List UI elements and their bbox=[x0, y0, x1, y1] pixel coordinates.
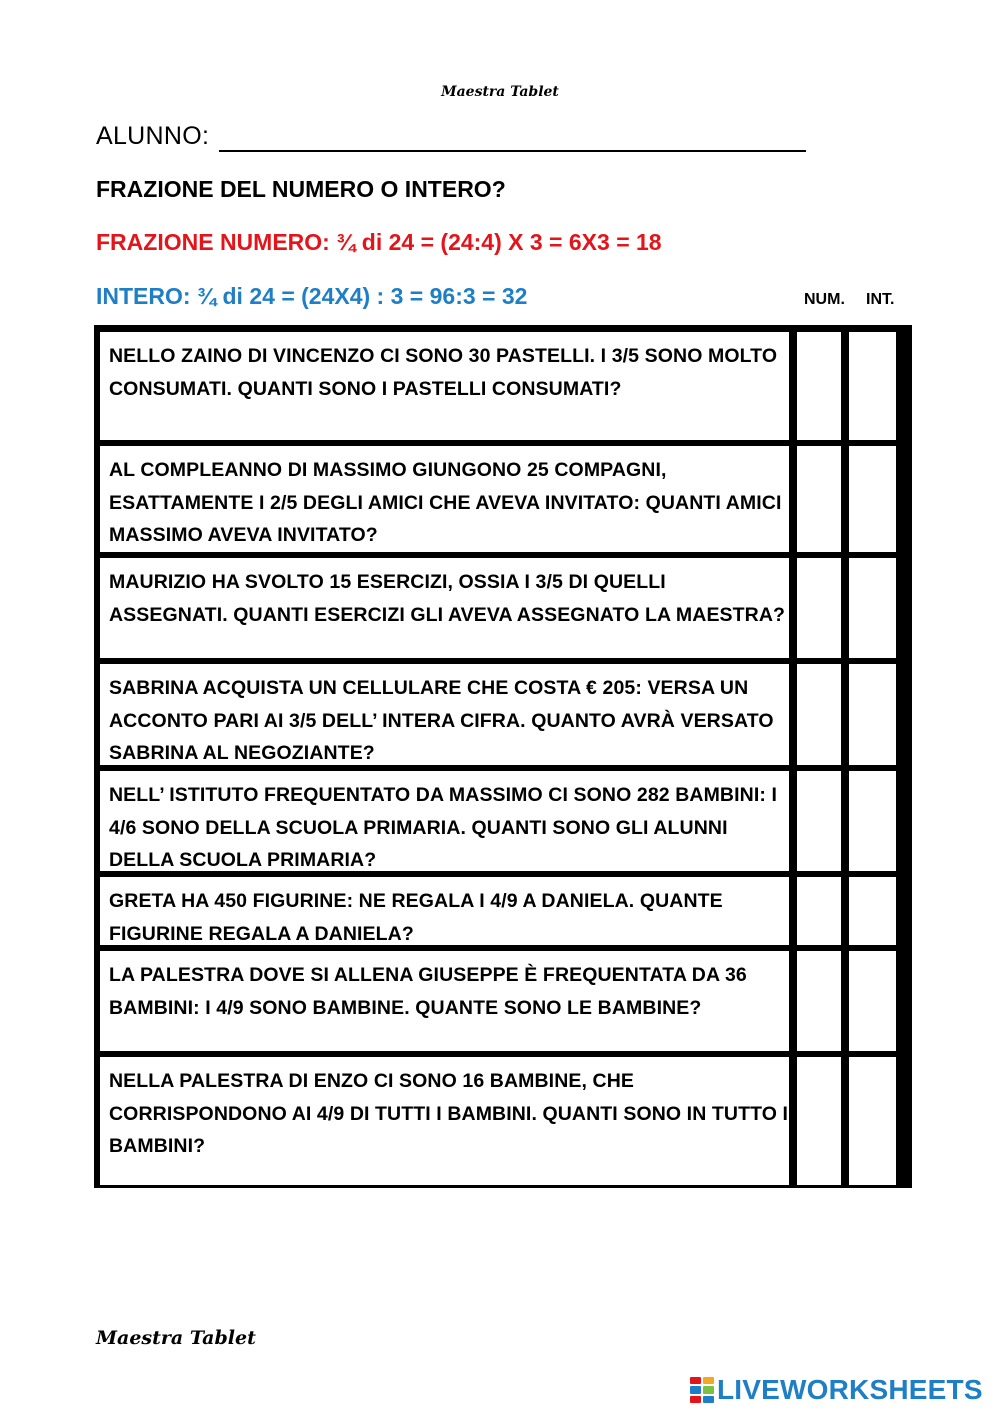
table-row bbox=[97, 1051, 909, 1185]
student-label: ALUNNO: bbox=[96, 122, 210, 150]
rule-whole: INTERO: ¾ di 24 = (24X4) : 3 = 96:3 = 32 bbox=[96, 283, 528, 309]
header-brand: Maestra Tablet bbox=[441, 84, 559, 100]
logo-square bbox=[690, 1377, 701, 1384]
table-row bbox=[97, 658, 909, 765]
answer-box-int[interactable] bbox=[849, 1057, 896, 1185]
answer-box-num[interactable] bbox=[797, 558, 841, 658]
answer-box-int[interactable] bbox=[849, 332, 896, 440]
table-row bbox=[97, 552, 909, 658]
table-row bbox=[97, 328, 909, 440]
table-row bbox=[97, 765, 909, 871]
question-text: MAURIZIO HA SVOLTO 15 ESERCIZI, OSSIA I 3/5 DI QUELLI ASSEGNATI. QUANTI ESERCIZI GLI AVEVA ASSEGNATO LA MAESTRA? bbox=[100, 558, 789, 658]
liveworksheets-icon bbox=[690, 1377, 714, 1403]
liveworksheets-text: LIVEWORKSHEETS bbox=[717, 1374, 983, 1405]
answer-box-num[interactable] bbox=[797, 877, 841, 945]
logo-square bbox=[690, 1396, 701, 1403]
rule-fraction-number: FRAZIONE NUMERO: ¾ di 24 = (24:4) X 3 = 6X3 = 18 bbox=[96, 229, 662, 255]
logo-square bbox=[703, 1386, 714, 1393]
question-text: NELL’ ISTITUTO FREQUENTATO DA MASSIMO CI SONO 282 BAMBINI: I 4/6 SONO DELLA SCUOLA PRIMARIA. QUANTI SONO GLI ALUNNI DELLA SCUOLA PRIMARIA? bbox=[100, 771, 789, 871]
question-text: LA PALESTRA DOVE SI ALLENA GIUSEPPE È FREQUENTATA DA 36 BAMBINI: I 4/9 SONO BAMBINE. QUANTE SONO LE BAMBINE? bbox=[100, 951, 789, 1051]
question-text: NELLA PALESTRA DI ENZO CI SONO 16 BAMBINE, CHE CORRISPONDONO AI 4/9 DI TUTTI I BAMBINI. QUANTI SONO IN TUTTO I BAMBINI? bbox=[100, 1057, 789, 1185]
answer-box-num[interactable] bbox=[797, 332, 841, 440]
answer-box-int[interactable] bbox=[849, 877, 896, 945]
answer-box-num[interactable] bbox=[797, 1057, 841, 1185]
footer-brand: Maestra Tablet bbox=[96, 1327, 256, 1349]
table-row bbox=[97, 871, 909, 945]
answer-box-int[interactable] bbox=[849, 951, 896, 1051]
answer-box-int[interactable] bbox=[849, 446, 896, 552]
answer-box-num[interactable] bbox=[797, 664, 841, 765]
liveworksheets-logo[interactable] bbox=[690, 1374, 983, 1406]
logo-square bbox=[690, 1386, 701, 1393]
column-header-int: INT. bbox=[866, 291, 895, 308]
answer-box-int[interactable] bbox=[849, 771, 896, 871]
answer-box-num[interactable] bbox=[797, 771, 841, 871]
answer-box-int[interactable] bbox=[849, 558, 896, 658]
question-text: AL COMPLEANNO DI MASSIMO GIUNGONO 25 COMPAGNI, ESATTAMENTE I 2/5 DEGLI AMICI CHE AVEVA INVITATO: QUANTI AMICI MASSIMO AVEVA INVITATO? bbox=[100, 446, 789, 552]
answer-box-num[interactable] bbox=[797, 446, 841, 552]
student-name-line[interactable] bbox=[219, 150, 806, 152]
answer-box-int[interactable] bbox=[849, 664, 896, 765]
page-title: FRAZIONE DEL NUMERO O INTERO? bbox=[96, 176, 506, 202]
logo-square bbox=[703, 1377, 714, 1384]
question-text: SABRINA ACQUISTA UN CELLULARE CHE COSTA € 205: VERSA UN ACCONTO PARI AI 3/5 DELL’ INTERA CIFRA. QUANTO AVRÀ VERSATO SABRINA AL NEGOZIANTE? bbox=[100, 664, 789, 765]
column-header-num: NUM. bbox=[804, 291, 845, 308]
question-table bbox=[94, 325, 912, 1188]
question-text: NELLO ZAINO DI VINCENZO CI SONO 30 PASTELLI. I 3/5 SONO MOLTO CONSUMATI. QUANTI SONO I PASTELLI CONSUMATI? bbox=[100, 332, 789, 440]
table-row bbox=[97, 440, 909, 552]
logo-square bbox=[703, 1396, 714, 1403]
table-row bbox=[97, 945, 909, 1051]
answer-box-num[interactable] bbox=[797, 951, 841, 1051]
question-text: GRETA HA 450 FIGURINE: NE REGALA I 4/9 A DANIELA. QUANTE FIGURINE REGALA A DANIELA? bbox=[100, 877, 789, 945]
